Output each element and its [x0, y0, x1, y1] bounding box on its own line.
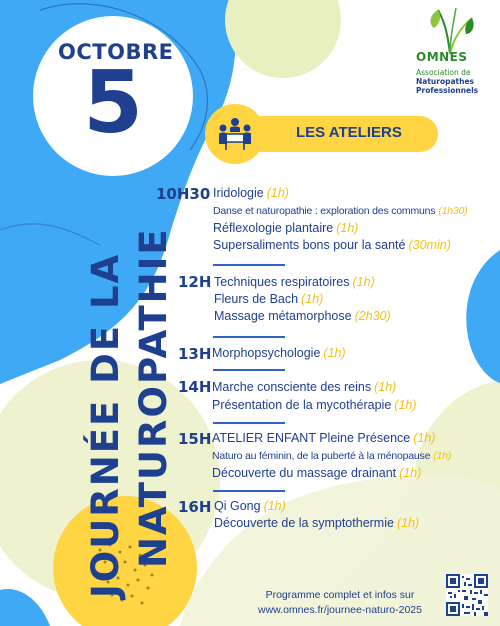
event-title-line1: JOURNÉE DE LA [84, 252, 127, 598]
list-item: Massage métamorphose (2h30) [214, 309, 391, 323]
list-item: Supersaliments bons pour la santé (30min) [213, 238, 451, 252]
list-item: Qi Gong (1h) [214, 499, 286, 513]
list-item: Danse et naturopathie : exploration des communs (1h30) [213, 205, 468, 217]
list-item: Présentation de la mycothérapie (1h) [212, 398, 417, 412]
logo-assoc-line3: Professionnels [416, 86, 479, 95]
list-item: Morphopsychologie (1h) [212, 346, 346, 360]
footer-info [240, 588, 440, 618]
list-item: Découverte du massage drainant (1h) [212, 466, 422, 480]
footer-url-link[interactable]: www.omnes.fr/journee-naturo-2025 [257, 604, 422, 616]
time-slot-1030: 10H30 [156, 185, 211, 203]
event-title [82, 158, 178, 598]
time-slot-14: 14H [178, 378, 212, 396]
time-slot-16: 16H [178, 498, 212, 516]
list-item: ATELIER ENFANT Pleine Présence (1h) [212, 431, 436, 445]
association-logo [416, 50, 496, 95]
list-item: Iridologie (1h) [213, 186, 289, 200]
time-slot-13: 13H [178, 345, 212, 363]
divider [213, 422, 285, 424]
logo-assoc-line1: Association de [416, 68, 471, 77]
section-title: LES ATELIERS [296, 124, 402, 141]
time-slot-15: 15H [178, 430, 212, 448]
list-item: Fleurs de Bach (1h) [214, 292, 324, 306]
footer-line1: Programme complet et infos sur [265, 589, 415, 601]
list-item: Réflexologie plantaire (1h) [213, 221, 359, 235]
date-day: 5 [83, 53, 143, 153]
divider [213, 369, 285, 371]
list-item: Techniques respiratoires (1h) [214, 275, 375, 289]
qr-code-icon[interactable] [446, 574, 488, 616]
list-item: Marche consciente des reins (1h) [212, 380, 397, 394]
date-month: OCTOBRE [58, 40, 174, 64]
time-slot-12: 12H [178, 273, 212, 291]
divider [213, 336, 285, 338]
logo-assoc-line2: Naturopathes [416, 77, 475, 86]
divider [213, 490, 285, 492]
event-title-line2: NATUROPATHIE [132, 227, 175, 568]
list-item: Découverte de la symptothermie (1h) [214, 516, 420, 530]
leaf-logo-icon [420, 4, 480, 56]
divider [213, 264, 285, 266]
logo-brand: OMNES [416, 50, 468, 64]
group-workshop-icon [215, 114, 255, 154]
list-item: Naturo au féminin, de la puberté à la ménopause (1h) [212, 450, 452, 462]
